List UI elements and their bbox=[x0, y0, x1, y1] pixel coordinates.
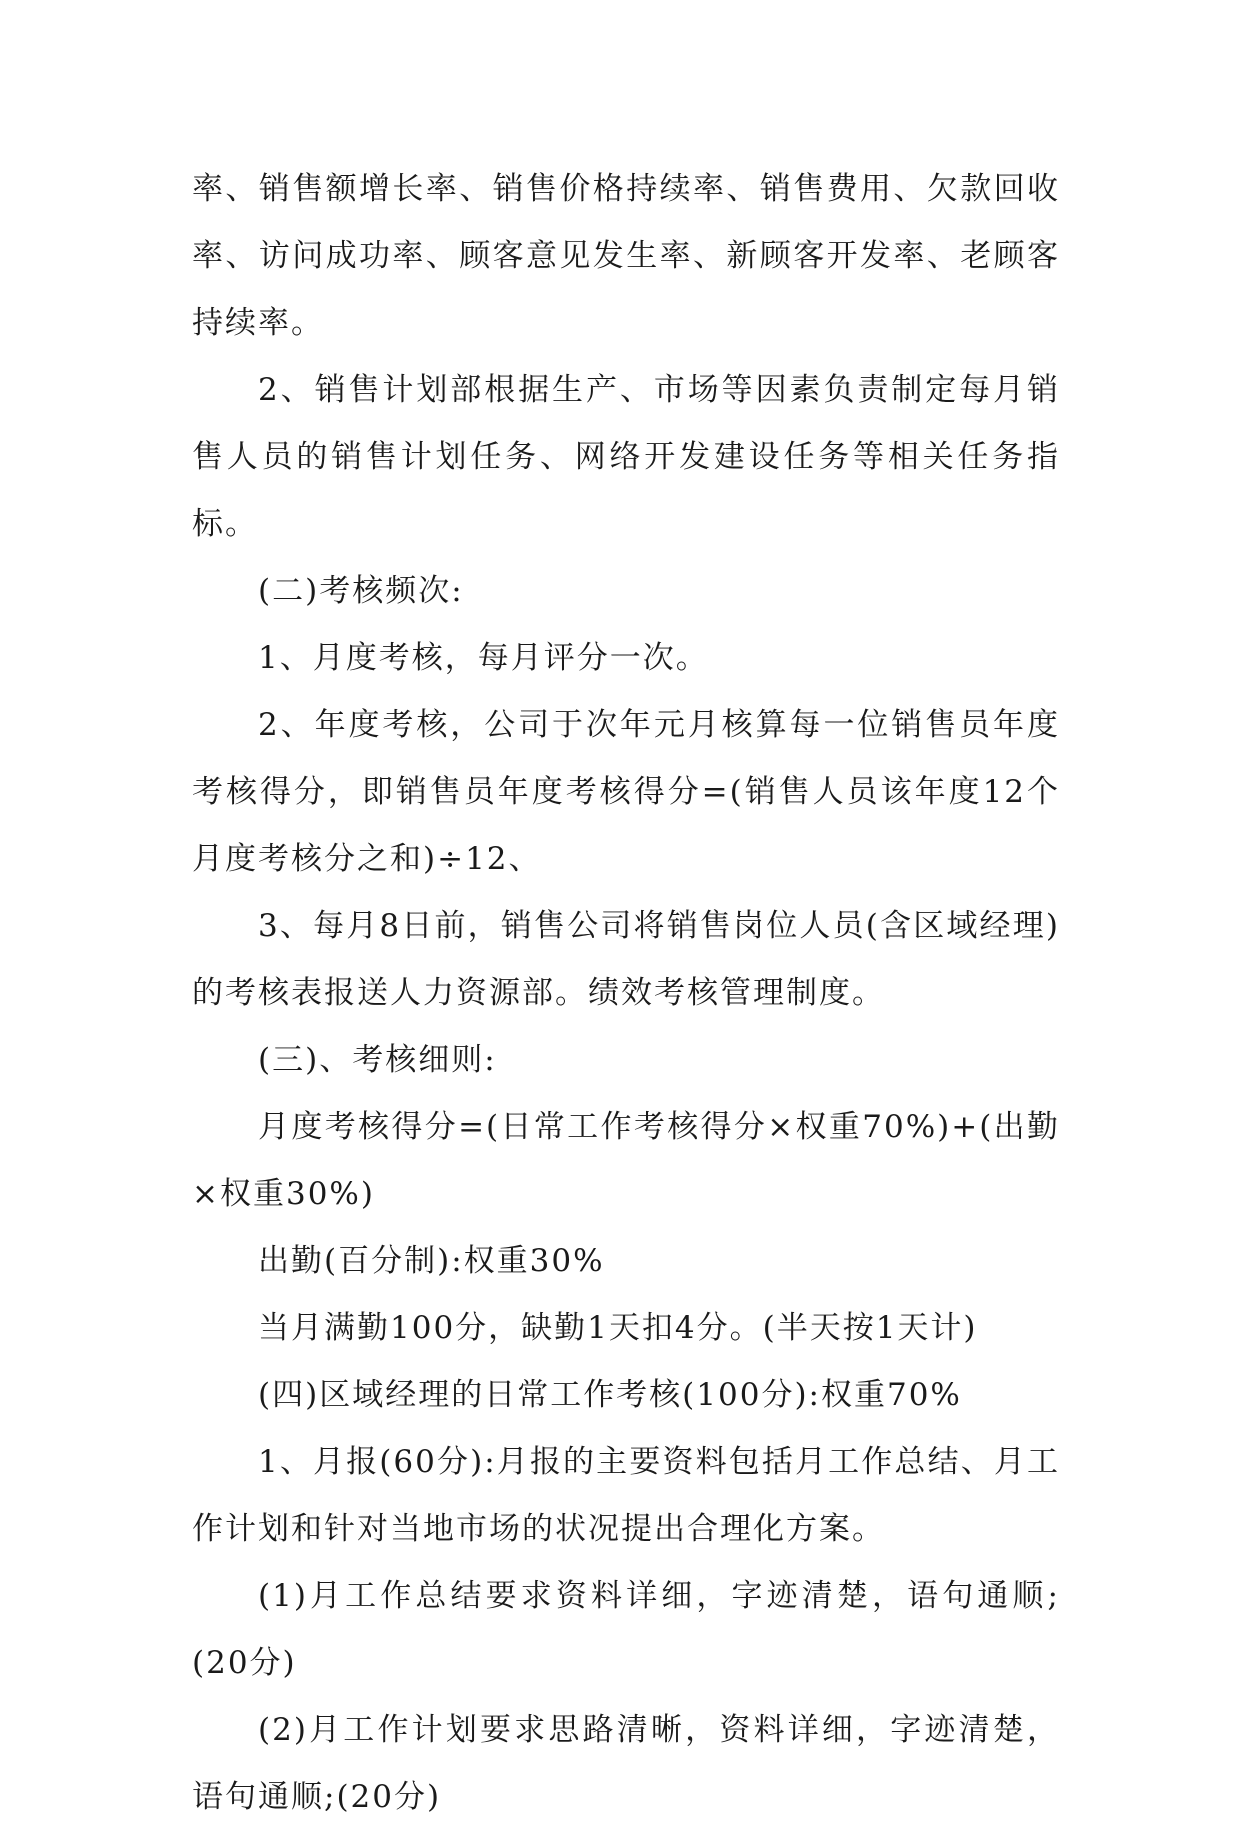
paragraph-4: 1、月度考核，每月评分一次。 bbox=[258, 640, 709, 676]
paragraph-7: (三)、考核细则: bbox=[258, 1042, 497, 1078]
paragraph-8: 月度考核得分=(日常工作考核得分×权重70%)+(出勤×权重30%) bbox=[192, 1109, 1060, 1212]
paragraph-11: (四)区域经理的日常工作考核(100分):权重70% bbox=[258, 1377, 962, 1413]
document-body bbox=[192, 156, 1060, 1831]
paragraph-1: 率、销售额增长率、销售价格持续率、销售费用、欠款回收率、访问成功率、顾客意见发生率、新顾客开发率、老顾客持续率。 bbox=[192, 171, 1060, 341]
paragraph-3: (二)考核频次: bbox=[258, 573, 464, 609]
paragraph-2: 2、销售计划部根据生产、市场等因素负责制定每月销售人员的销售计划任务、网络开发建设任务等相关任务指标。 bbox=[192, 372, 1060, 542]
paragraph-5: 2、年度考核，公司于次年元月核算每一位销售员年度考核得分，即销售员年度考核得分=(销售人员该年度12个月度考核分之和)÷12、 bbox=[192, 707, 1060, 877]
paragraph-12: 1、月报(60分):月报的主要资料包括月工作总结、月工作计划和针对当地市场的状况提出合理化方案。 bbox=[192, 1444, 1060, 1547]
paragraph-6: 3、每月8日前，销售公司将销售岗位人员(含区域经理)的考核表报送人力资源部。绩效考核管理制度。 bbox=[192, 908, 1060, 1011]
paragraph-13: (1)月工作总结要求资料详细，字迹清楚，语句通顺;(20分) bbox=[192, 1578, 1060, 1681]
paragraph-14: (2)月工作计划要求思路清晰，资料详细，字迹清楚，语句通顺;(20分) bbox=[192, 1712, 1060, 1815]
paragraph-9: 出勤(百分制):权重30% bbox=[258, 1243, 605, 1279]
paragraph-10: 当月满勤100分，缺勤1天扣4分。(半天按1天计) bbox=[258, 1310, 978, 1346]
